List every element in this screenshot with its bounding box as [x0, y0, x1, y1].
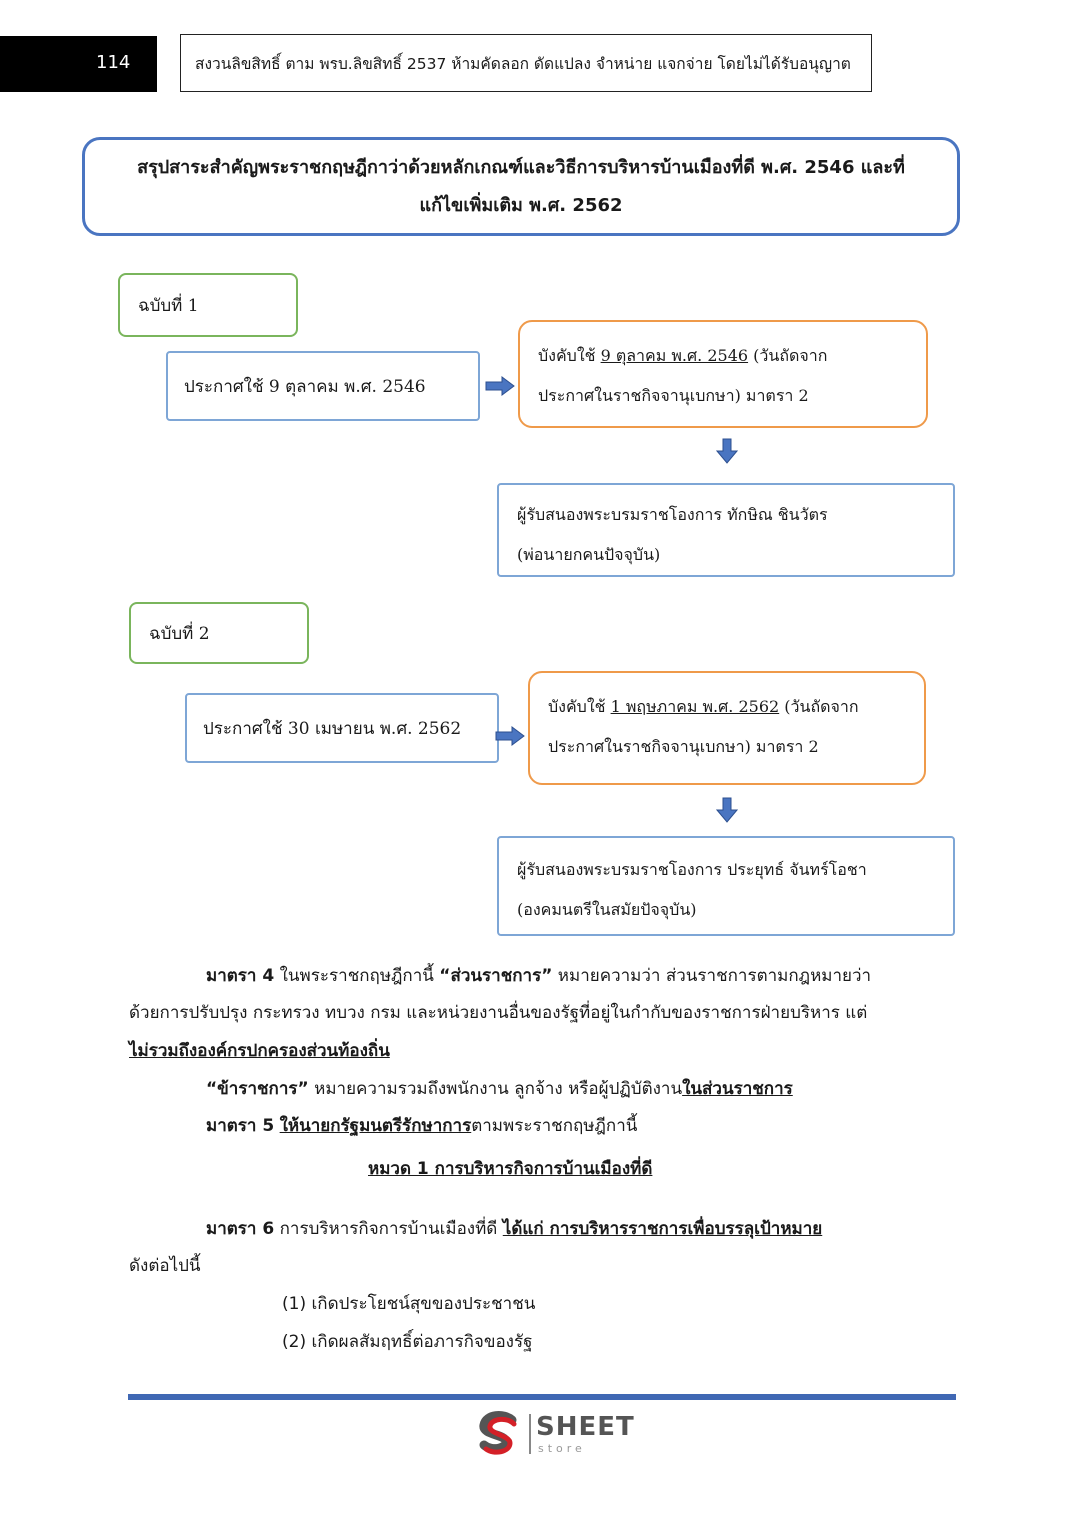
down-arrow-icon	[716, 438, 738, 464]
version-1-label-text: ฉบับที่ 1	[138, 295, 199, 316]
section-4-line-2: ด้วยการปรับปรุง กระทรวง ทบวง กรม และหน่วยงานอื่นของรัฐที่อยู่ในกำกับของราชการฝ่ายบริหาร แต่	[129, 1003, 868, 1023]
logo-text: SHEET	[536, 1412, 635, 1442]
logo-subtext: store	[538, 1442, 586, 1455]
effective-suffix: (วันถัดจาก	[779, 697, 859, 716]
version-2-signer: ผู้รับสนองพระบรมราชโองการ ประยุทธ์ จันทร์โอชา	[517, 860, 867, 879]
effective-suffix: (วันถัดจาก	[748, 346, 828, 365]
section-4-text: หมายความว่า ส่วนราชการตามกฎหมายว่า	[552, 966, 872, 986]
section-5-underlined: ให้นายกรัฐมนตรีรักษาการ	[279, 1116, 472, 1136]
section-6-label: มาตรา 6	[206, 1219, 275, 1239]
logo-separator	[529, 1414, 531, 1454]
page-number-box	[0, 36, 157, 92]
chapter-1-heading: หมวด 1 การบริหารกิจการบ้านเมืองที่ดี	[368, 1159, 653, 1179]
section-4-line-4	[206, 1071, 793, 1108]
section-6-text: การบริหารกิจการบ้านเมืองที่ดี	[274, 1219, 503, 1239]
section-6-line-1	[206, 1211, 822, 1248]
effective-prefix: บังคับใช้	[548, 697, 611, 716]
version-2-signer-box	[497, 836, 955, 936]
right-arrow-icon	[495, 726, 525, 746]
sheet-store-logo	[474, 1408, 634, 1464]
effective-prefix: บังคับใช้	[538, 346, 601, 365]
right-arrow-icon	[485, 376, 515, 396]
version-1-label	[118, 273, 298, 337]
version-2-label	[129, 602, 309, 664]
section-6-underlined: ได้แก่ การบริหารราชการเพื่อบรรลุเป้าหมาย	[502, 1219, 823, 1239]
document-title	[82, 137, 960, 236]
section-4-underlined: ในส่วนราชการ	[682, 1079, 793, 1099]
footer-divider	[128, 1394, 956, 1400]
section-5	[206, 1108, 637, 1145]
version-1-effective-line2: ประกาศในราชกิจจานุเบกษา) มาตรา 2	[538, 386, 809, 405]
version-1-announce-box	[166, 351, 480, 421]
copyright-text: สงวนลิขสิทธิ์ ตาม พรบ.ลิขสิทธิ์ 2537 ห้ามคัดลอก ดัดแปลง จำหน่าย แจกจ่าย โดยไม่ได้รับอนุญาต	[195, 54, 851, 73]
section-4-line-1	[206, 958, 871, 995]
section-6-line-2: ดังต่อไปนี้	[129, 1256, 201, 1276]
version-1-effective-date: 9 ตุลาคม พ.ศ. 2546	[600, 346, 749, 365]
sheet-s-logo-icon	[474, 1410, 524, 1460]
version-2-announce-text: ประกาศใช้ 30 เมษายน พ.ศ. 2562	[203, 718, 462, 739]
version-1-announce-text: ประกาศใช้ 9 ตุลาคม พ.ศ. 2546	[184, 376, 426, 397]
section-4-label: มาตรา 4	[206, 966, 275, 986]
section-4-term-2: “ข้าราชการ”	[206, 1079, 309, 1099]
version-2-label-text: ฉบับที่ 2	[149, 623, 210, 644]
section-6-item-2: (2) เกิดผลสัมฤทธิ์ต่อภารกิจของรัฐ	[282, 1332, 533, 1352]
page-number: 114	[96, 52, 131, 73]
section-6-item-1: (1) เกิดประโยชน์สุขของประชาชน	[282, 1294, 536, 1314]
version-2-effective-box	[528, 671, 926, 785]
version-2-signer-note: (องคมนตรีในสมัยปัจจุบัน)	[517, 900, 697, 919]
section-4-term: “ส่วนราชการ”	[439, 966, 553, 986]
section-5-text: ตามพระราชกฤษฎีกานี้	[471, 1116, 638, 1136]
version-2-effective-line2: ประกาศในราชกิจจานุเบกษา) มาตรา 2	[548, 737, 819, 756]
section-4-text: หมายความรวมถึงพนักงาน ลูกจ้าง หรือผู้ปฏิบัติงาน	[308, 1079, 683, 1099]
copyright-notice	[180, 34, 872, 92]
version-2-announce-box	[185, 693, 499, 763]
section-5-label: มาตรา 5	[206, 1116, 275, 1136]
version-1-effective-box	[518, 320, 928, 428]
down-arrow-icon	[716, 797, 738, 823]
section-4-text: ในพระราชกฤษฎีกานี้	[274, 966, 440, 986]
version-1-signer-box	[497, 483, 955, 577]
title-line-2: แก้ไขเพิ่มเติม พ.ศ. 2562	[419, 194, 623, 216]
version-2-effective-date: 1 พฤษภาคม พ.ศ. 2562	[610, 697, 780, 716]
title-line-1: สรุปสาระสำคัญพระราชกฤษฎีกาว่าด้วยหลักเกณฑ์และวิธีการบริหารบ้านเมืองที่ดี พ.ศ. 2546 และที่	[137, 156, 905, 178]
version-1-signer-note: (พ่อนายกคนปัจจุบัน)	[517, 545, 661, 564]
section-4-line-3: ไม่รวมถึงองค์กรปกครองส่วนท้องถิ่น	[129, 1041, 390, 1061]
version-1-signer: ผู้รับสนองพระบรมราชโองการ ทักษิณ ชินวัตร	[517, 505, 828, 524]
